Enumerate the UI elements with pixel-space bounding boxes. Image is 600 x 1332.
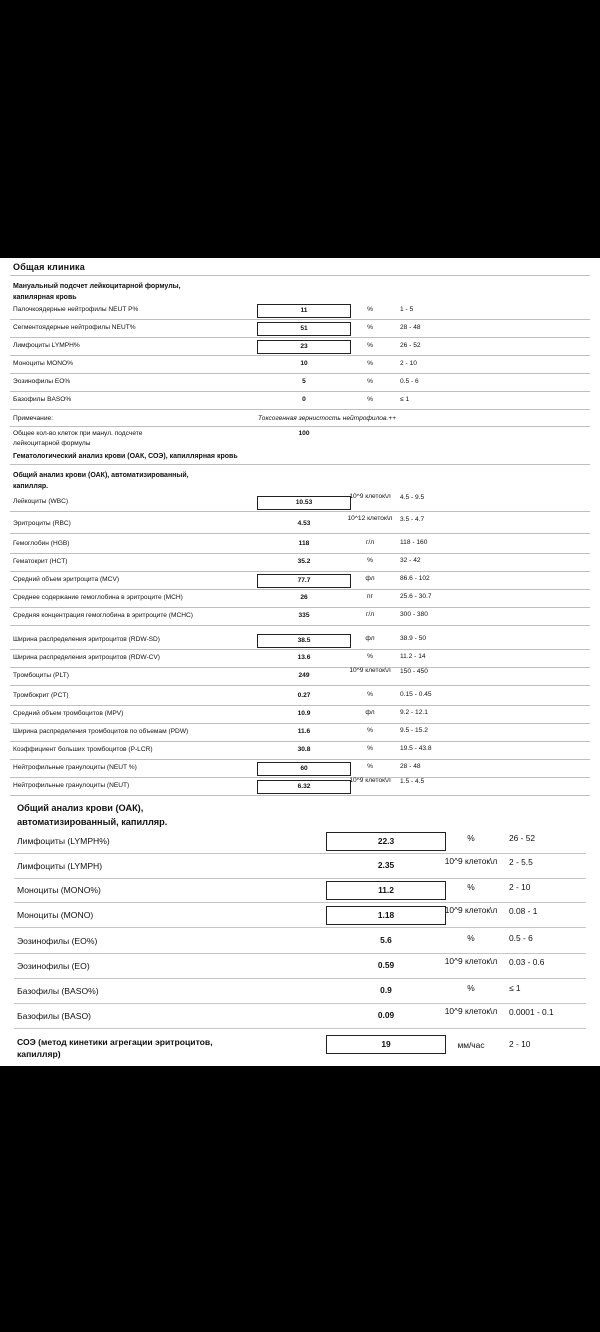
test-value: 6.32 xyxy=(257,780,351,794)
test-name: Гемоглобин (HGB) xyxy=(13,540,70,547)
divider xyxy=(10,741,590,742)
divider xyxy=(10,625,590,626)
reference-range: 28 - 48 xyxy=(400,324,421,331)
reference-range: ≤ 1 xyxy=(509,983,521,993)
test-name: Ширина распределения эритроцитов (RDW-SD) xyxy=(13,636,160,643)
test-name: Ширина распределения эритроцитов (RDW-CV) xyxy=(13,654,160,661)
test-value: 0 xyxy=(302,396,306,403)
test-name: Ширина распределения тромбоцитов по объемам (PDW) xyxy=(13,728,189,735)
reference-range: 2 - 5.5 xyxy=(509,857,533,867)
test-unit: 10^9 клеток\л xyxy=(349,493,391,500)
reference-range: 0.03 - 0.6 xyxy=(509,957,545,967)
reference-range: 11.2 - 14 xyxy=(400,653,426,660)
divider xyxy=(10,319,590,320)
divider xyxy=(10,759,590,760)
test-name: Коэффициент больших тромбоцитов (P-LCR) xyxy=(13,746,153,753)
test-name: Нейтрофильные гранулоциты (NEUT %) xyxy=(13,764,137,771)
test-value: 0.27 xyxy=(297,692,311,699)
test-value: 4.53 xyxy=(297,520,311,527)
divider xyxy=(10,511,590,512)
test-name: Средняя концентрация гемоглобина в эритроците (MCHC) xyxy=(13,612,193,619)
test-unit: г/л xyxy=(365,611,375,618)
divider xyxy=(10,337,590,338)
test-name: Нейтрофильные гранулоциты (NEUT) xyxy=(13,782,130,789)
divider xyxy=(14,853,586,854)
test-unit: % xyxy=(467,983,475,993)
test-value: 11 xyxy=(257,304,351,318)
reference-range: 3.5 - 4.7 xyxy=(400,516,425,523)
note-text: Токсогенная зернистость нейтрофилов.++ xyxy=(258,415,396,422)
divider xyxy=(10,533,590,534)
reference-range: 32 - 42 xyxy=(400,557,421,564)
lab-report-page xyxy=(0,258,600,1066)
test-unit: % xyxy=(367,763,373,770)
test-value: 1.18 xyxy=(326,906,446,925)
test-value: 26 xyxy=(300,594,308,601)
divider xyxy=(10,667,590,668)
note-label: Примечание: xyxy=(13,415,53,422)
test-unit: фл xyxy=(365,709,375,716)
divider xyxy=(14,927,586,928)
divider xyxy=(10,571,590,572)
divider xyxy=(10,723,590,724)
reference-range: 9.2 - 12.1 xyxy=(400,709,428,716)
test-unit: % xyxy=(367,396,373,403)
test-name: Лейкоциты (WBC) xyxy=(13,498,69,505)
test-unit: % xyxy=(367,727,373,734)
section-title-oak-capillary: Общий анализ крови (ОАК), автоматизированный, капилляр. xyxy=(17,803,168,827)
divider xyxy=(10,795,590,796)
test-name: Эозинофилы EO% xyxy=(13,378,71,385)
divider xyxy=(10,649,590,650)
test-name: Моноциты (MONO%) xyxy=(17,885,101,895)
test-value: 22.3 xyxy=(326,832,446,851)
reference-range: 150 - 450 xyxy=(400,668,428,675)
test-unit: 10^9 клеток\л xyxy=(349,777,391,784)
reference-range: 25.6 - 30.7 xyxy=(400,593,432,600)
divider xyxy=(10,391,590,392)
divider xyxy=(10,777,590,778)
test-value: 0.9 xyxy=(380,985,392,995)
test-value: 2.35 xyxy=(377,860,395,870)
test-value: 10.53 xyxy=(257,496,351,510)
test-unit: % xyxy=(367,342,373,349)
test-unit: % xyxy=(367,360,373,367)
divider xyxy=(10,275,590,276)
reference-range: 38.9 - 50 xyxy=(400,635,427,642)
reference-range: 0.0001 - 0.1 xyxy=(509,1007,554,1017)
test-unit: г/л xyxy=(365,539,375,546)
reference-range: 28 - 48 xyxy=(400,763,421,770)
test-name: Базофилы BASO% xyxy=(13,396,72,403)
test-unit: 10^12 клеток\л xyxy=(347,515,393,522)
test-name: Эритроциты (RBC) xyxy=(13,520,71,527)
total-name: Общее кол-во клеток при манул. подсчете лейкоцитарной формулы xyxy=(13,430,143,447)
section-title-oak: Общий анализ крови (ОАК), автоматизированный, капилляр. xyxy=(13,472,189,490)
soe-name: СОЭ (метод кинетики агрегации эритроцитов, капилляр) xyxy=(17,1037,213,1059)
test-name: Лимфоциты LYMPH% xyxy=(13,342,80,349)
reference-range: 26 - 52 xyxy=(400,342,421,349)
test-value: 30.8 xyxy=(297,746,311,753)
test-value: 249 xyxy=(298,672,310,679)
test-name: Базофилы (BASO%) xyxy=(17,986,99,996)
divider xyxy=(14,902,586,903)
divider xyxy=(10,705,590,706)
divider xyxy=(10,553,590,554)
test-value: 5 xyxy=(302,378,306,385)
test-name: Тромбоциты (PLT) xyxy=(13,672,69,679)
reference-range: 118 - 160 xyxy=(400,539,428,546)
test-value: 35.2 xyxy=(297,558,311,565)
reference-range: 86.6 - 102 xyxy=(400,575,430,582)
test-name: Палочкоядерные нейтрофилы NEUT P% xyxy=(13,306,139,313)
divider xyxy=(14,1028,586,1029)
test-unit: 10^9 клеток\л xyxy=(444,1006,498,1016)
divider xyxy=(10,373,590,374)
reference-range: 1.5 - 4.5 xyxy=(400,778,425,785)
reference-range: 0.5 - 6 xyxy=(509,933,533,943)
test-unit: фл xyxy=(365,575,375,582)
test-name: Лимфоциты (LYMPH) xyxy=(17,861,103,871)
test-unit: 10^9 клеток\л xyxy=(444,956,498,966)
test-value: 38.5 xyxy=(257,634,351,648)
test-name: Средний объем эритроцита (MCV) xyxy=(13,576,120,583)
test-unit: % xyxy=(367,557,373,564)
test-value: 13.6 xyxy=(297,654,311,661)
section-title-manual: Мануальный подсчет лейкоцитарной формулы, капилярная кровь xyxy=(13,283,181,301)
test-unit: % xyxy=(467,833,475,843)
divider xyxy=(10,685,590,686)
reference-range: 0.08 - 1 xyxy=(509,906,538,916)
reference-range: 1 - 5 xyxy=(400,306,414,313)
test-name: Моноциты MONO% xyxy=(13,360,73,367)
test-name: Моноциты (MONO) xyxy=(17,910,94,920)
test-value: 23 xyxy=(257,340,351,354)
test-unit: 10^9 клеток\л xyxy=(444,905,498,915)
test-value: 118 xyxy=(298,540,310,547)
reference-range: 0.5 - 6 xyxy=(400,378,419,385)
reference-range: 19.5 - 43.8 xyxy=(400,745,432,752)
report-header: Общая клиника xyxy=(13,262,85,272)
divider xyxy=(10,355,590,356)
test-value: 60 xyxy=(257,762,351,776)
reference-range: 300 - 380 xyxy=(400,611,428,618)
divider xyxy=(14,953,586,954)
soe-unit: мм/час xyxy=(457,1040,485,1050)
reference-range: ≤ 1 xyxy=(400,396,410,403)
test-value: 11.2 xyxy=(326,881,446,900)
test-unit: % xyxy=(467,933,475,943)
reference-range: 9.5 - 15.2 xyxy=(400,727,428,734)
test-value: 11.6 xyxy=(297,728,311,735)
divider xyxy=(10,589,590,590)
test-value: 10.9 xyxy=(297,710,311,717)
test-name: Эозинофилы (EO) xyxy=(17,961,90,971)
test-value: 0.09 xyxy=(377,1010,395,1020)
test-name: Гематокрит (HCT) xyxy=(13,558,68,565)
test-name: Средний объем тромбоцитов (MPV) xyxy=(13,710,124,717)
test-unit: 10^9 клеток\л xyxy=(349,667,391,674)
test-value: 10 xyxy=(300,360,308,367)
test-unit: фл xyxy=(365,635,375,642)
section-title-hema: Гематологический анализ крови (ОАК, СОЭ), капиллярная кровь xyxy=(13,453,238,460)
reference-range: 26 - 52 xyxy=(509,833,536,843)
test-unit: % xyxy=(367,653,373,660)
test-value: 51 xyxy=(257,322,351,336)
divider xyxy=(14,1003,586,1004)
divider xyxy=(10,426,590,427)
test-unit: % xyxy=(367,324,373,331)
test-unit: пг xyxy=(367,593,373,600)
soe-value: 19 xyxy=(326,1035,446,1054)
test-unit: % xyxy=(367,691,373,698)
divider xyxy=(10,607,590,608)
test-unit: 10^9 клеток\л xyxy=(444,856,498,866)
test-name: Тромбокрит (PCT) xyxy=(13,692,69,699)
test-value: 0.59 xyxy=(377,960,395,970)
test-name: Среднее содержание гемоглобина в эритроците (MCH) xyxy=(13,594,183,601)
test-unit: % xyxy=(467,882,475,892)
reference-range: 2 - 10 xyxy=(509,882,531,892)
reference-range: 0.15 - 0.45 xyxy=(400,691,432,698)
test-unit: % xyxy=(367,306,373,313)
divider xyxy=(14,878,586,879)
divider xyxy=(10,464,590,465)
divider xyxy=(10,409,590,410)
total-value: 100 xyxy=(298,430,310,437)
soe-range: 2 - 10 xyxy=(509,1039,531,1049)
test-value: 77.7 xyxy=(257,574,351,588)
test-name: Базофилы (BASO) xyxy=(17,1011,91,1021)
test-value: 335 xyxy=(298,612,310,619)
test-unit: % xyxy=(367,745,373,752)
reference-range: 2 - 10 xyxy=(400,360,417,367)
test-unit: % xyxy=(367,378,373,385)
divider xyxy=(14,978,586,979)
reference-range: 4.5 - 9.5 xyxy=(400,494,425,501)
test-name: Эозинофилы (EO%) xyxy=(17,936,98,946)
test-value: 5.6 xyxy=(380,935,392,945)
test-name: Сегментоядерные нейтрофилы NEUT% xyxy=(13,324,136,331)
test-name: Лимфоциты (LYMPH%) xyxy=(17,836,110,846)
